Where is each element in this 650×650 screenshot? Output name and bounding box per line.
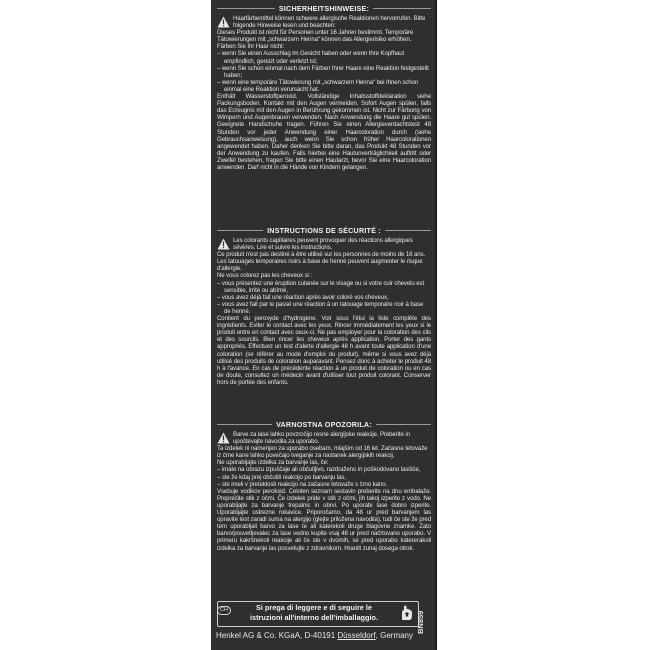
country-badge: CH	[217, 606, 231, 615]
heading-sl: VARNOSTNA OPOZORILA:	[217, 420, 431, 429]
warning-triangle-icon	[217, 238, 230, 250]
manufacturer-address: Henkel AG & Co. KGaA, D-40191 Düsseldorf, Germany	[216, 631, 413, 640]
warning-triangle-icon	[217, 16, 230, 28]
warning-text-sl: Barve za lase lahko povzročijo resne alergijske reakcije. Preberite in upoštevajte navodila za uporabo.	[233, 431, 410, 446]
safety-label-panel	[211, 0, 437, 650]
instruction-note: Si prega di leggere e di seguire le istruzioni all'interno dell'imballaggio.	[250, 603, 378, 622]
recycling-hand-icon	[399, 604, 413, 622]
warning-triangle-icon	[217, 432, 230, 444]
heading-fr: INSTRUCTIONS DE SÉCURITÉ :	[217, 226, 431, 235]
warning-text-fr: Les colorants capillaires peuvent provoquer des réactions allergiques sévères. Lire et suivre les instructions.	[233, 237, 413, 252]
section-fr: INSTRUCTIONS DE SÉCURITÉ : Les colorants capillaires peuvent provoquer des réactions allergiques sévères. Lire et suivre les instructions. Ce produit n'est pas destiné à être utilisé sur les personnes de moins de 16 ans. Les tatouages temporaires noirs à base de henné peuvent augmenter le risque d'allergie. Ne vous colorez pas les cheveux si : – vous présentez une éruption cutanée sur le visage ou si votre cuir chevelu est sensible, irrité ou abîmé, – vous avez déjà fait une réaction après avoir coloré vos cheveux, – vous avez fait par le passé une réaction à un tatouage temporaire noir à base de henné. Contient du peroxyde d'hydrogène. Voir sous l'étui la liste complète des ingrédients. Eviter le contact avec les yeux. Rincer immédiatement les yeux si le produit entre en contact avec ceux-ci. Ne pas employer pour la coloration des cils et des sourcils. Bien rincer les cheveux après application. Porter des gants appropriés. Effectuez un test d'alerte d'allergie 48 h avant toute application d'une coloration (se référer au mode d'emploi du produit), même si vous avez déjà utilisé des produits de coloration auparavant. Pensez donc à acheter le produit 48 h à l'avance. En cas de précédente réaction à un produit de coloration ou en cas de doute, consultez un médecin avant d'utiliser tout produit colorant. Conserver hors de portée des enfants.	[217, 226, 431, 386]
section-sl: VARNOSTNA OPOZORILA: Barve za lase lahko povzročijo resne alergijske reakcije. Preberite in upoštevajte navodila za uporabo. Ta izdelek ni namenjen za uporabo osebam, mlajšim od 16 let. Začasne tetovaže iz črne kane lahko povečajo tveganje za nastanek alergijskih reakcij. Ne uporabljajte izdelka za barvanje las, če: – imate na obrazu izpuščaje ali občutljivo, razdraženo in poškodovano lasišče, – ste že kdaj prej občutili reakcijo po barvanju las, – ste imeli v preteklosti reakcijo na začasne tetovaže s črno kano. Vsebuje vodikov peroksid. Celoten seznam sestavin preberite na dnu embalaže. Preprečite stik z očmi. Če izdelek pride v stik z očmi, jih takoj izperite z vodo. Ne uporabljajte za barvanje trepalnic in obrvi. Po uporabi lase dobro izperite. Uporabljajte ustrezne rokavice. Priporočamo, da 48 ur pred barvanjem las opravite test zaradi suma na alergijo (glejte priloženа navodila), tudi če ste že pred tem uporabljali barvo za lase te ali katerekoli druge blagovne znamke. Zato barvo/posvetljevalec za lase vedno kupite vsaj 48 ur pred načrtovano uporabo. V primeru kakršnekoli reakcije ali če ste v dvomih, se pred uporabo katerегakoli izdelka za barvanje las posvetujte z zdravnikom. Hraniti zunaj dosega otrok.	[217, 420, 431, 552]
heading-de: SICHERHEITSHINWEISE:	[217, 4, 431, 13]
warning-text-de: Haarfärbemittel können schwere allergische Reaktionen hervorrufen. Bitte folgende Hinweise lesen und beachten:	[233, 15, 426, 30]
product-code: BN859	[416, 610, 425, 634]
section-de: SICHERHEITSHINWEISE: Haarfärbemittel können schwere allergische Reaktionen hervorrufen. Bitte folgende Hinweise lesen und beachten: Dieses Produkt ist nicht für Personen unter 16 Jahren bestimmt. Temporäre Tätowierungen mit „schwarzem Henna“ können das Allergierisiko erhöhen. Färben Sie Ihr Haar nicht: – wenn Sie einen Ausschlag im Gesicht haben oder wenn Ihre Kopfhaut empfindlich, gereizt oder verletzt ist; – wenn Sie schon einmal nach dem Färben Ihrer Haare eine Reaktion festgestellt haben; – wenn eine temporäre Tätowierung mit „schwarzem Henna“ bei Ihnen schon einmal eine Reaktion verursacht hat. Enthält Wasserstoffperoxid. Vollständige Inhaltsstoffdeklaration siehe Packungsboden. Kontakt mit den Augen vermeiden. Sofort Augen spülen, falls das Erzeugnis mit den Augen in Berührung gekommen ist. Nicht zur Färbung von Wimpern und Augenbrauen verwenden. Nach Anwendung die Haare gut spülen. Geeignete Handschuhe tragen. Führen Sie einen Allergieverdachtstest 48 Stunden vor jeder Anwendung einer Haarcoloration durch (siehe Gebrauchsanweisung), auch wenn Sie schon früher Haarcolorationen angewendet haben. Daher denken Sie bitte daran, das Produkt 48 Stunden vor der Anwendung zu kaufen. Falls hierbei eine Hautunverträglichkeit auftritt oder Zweifel bestehen, fragen Sie bitte einen Hautarzt, bevor Sie eine Haarcoloration anwenden. Darf nicht in die Hände von Kindern gelangen.	[217, 4, 431, 171]
